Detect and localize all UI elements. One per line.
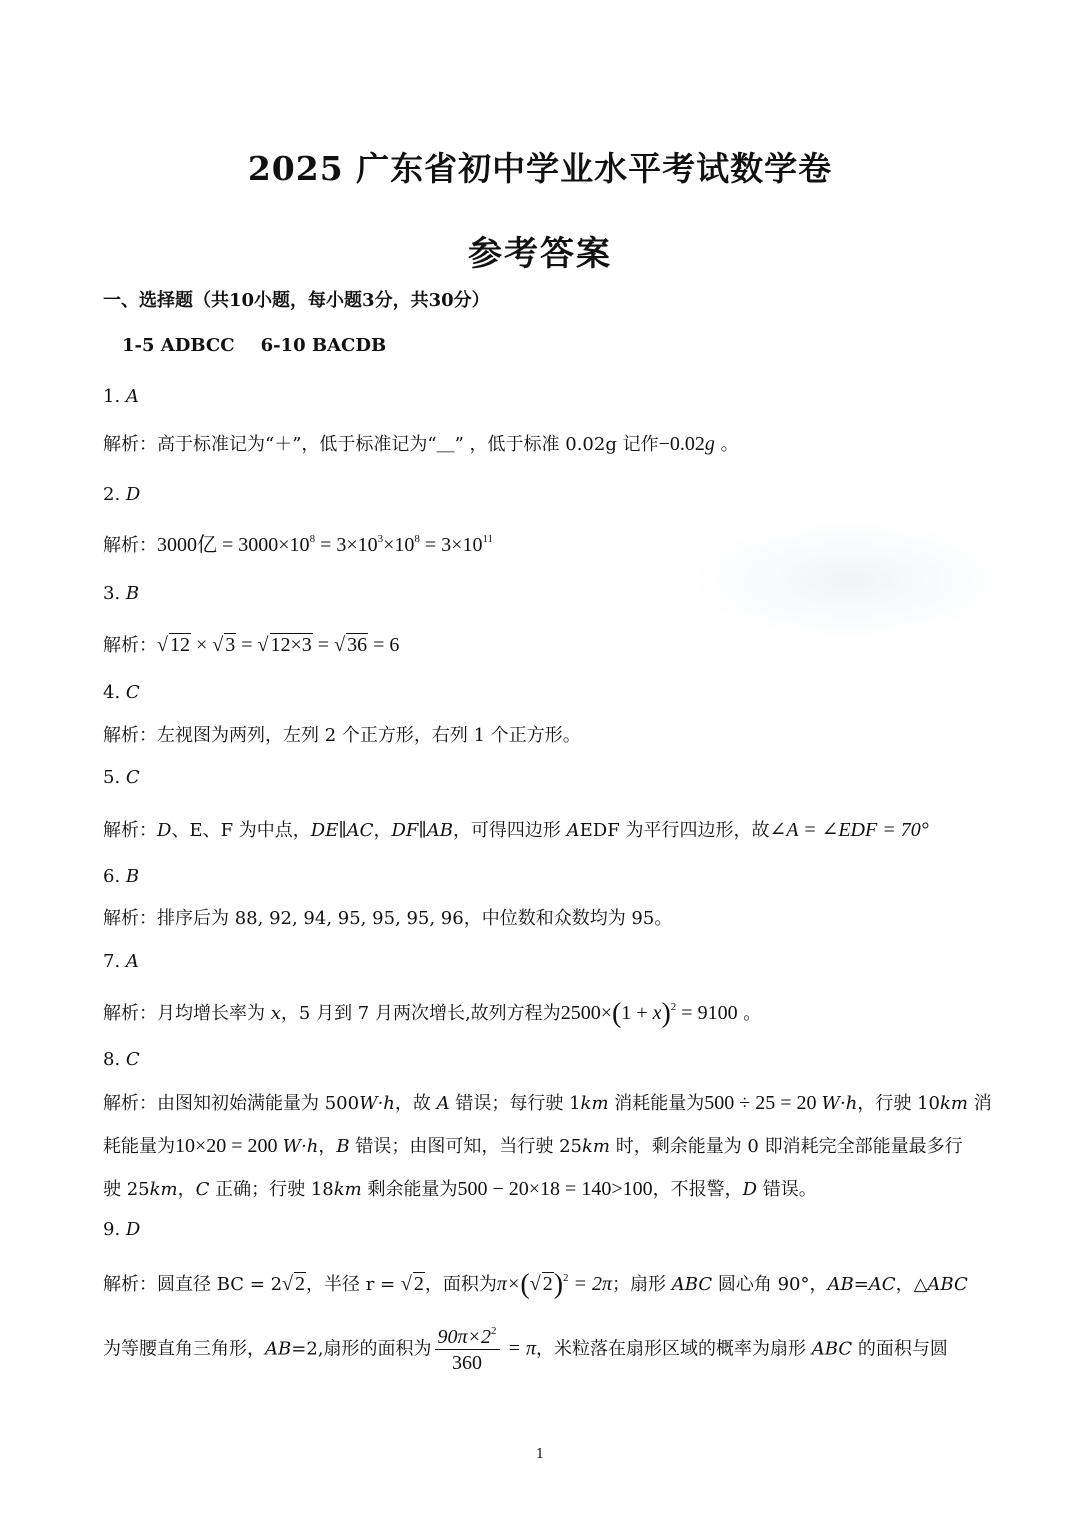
sector-area-fraction: $\frac{90\pi\times 2^2}{360}$ bbox=[435, 1326, 500, 1373]
question-8-label: 8. C bbox=[103, 1049, 140, 1070]
question-2-explanation: 解析：3000亿 = $3000\times 10^8 = 3\times 10^3\times 10^8 = 3\times 10^{11}$ bbox=[103, 533, 494, 556]
question-3-answer: B bbox=[125, 583, 140, 604]
question-6-label: 6. B bbox=[103, 866, 140, 887]
scan-smudge bbox=[690, 520, 1010, 640]
question-5-label: 5. C bbox=[103, 767, 140, 788]
question-9-answer: D bbox=[125, 1219, 141, 1240]
question-8-explanation-line-1: 解析：由图知初始满能量为 500W·h，故 A 错误；每行驶 1km 消耗能量为500 ÷ 25 = 20 W·h，行驶 10km 消 bbox=[103, 1092, 992, 1114]
question-1-explanation: 解析：高于标准记为“＋”，低于标准记为“＿” ，低于标准 0.02g 记作−0.02g 。 bbox=[103, 433, 739, 455]
question-6-answer: B bbox=[125, 866, 140, 887]
question-5-answer: C bbox=[125, 767, 140, 788]
question-9-explanation-line-1: 解析：圆直径 BC = 2√ 2，半径 r = √ 2，面积为π×(√ 2)$^2$ = 2π；扇形 ABC 圆心角 90°，AB=AC，△ABC bbox=[103, 1269, 968, 1300]
question-4-label: 4. C bbox=[103, 682, 140, 703]
question-6-explanation: 解析：排序后为 88, 92, 94, 95, 95, 95, 96，中位数和众数均为 95。 bbox=[103, 908, 673, 929]
question-2-label: 2. D bbox=[103, 484, 141, 505]
question-7-answer: A bbox=[125, 951, 139, 972]
question-3-explanation: 解析：√ 12 × √ 3 = √ 12×3 = √ 36 = 6 bbox=[103, 634, 400, 656]
question-7-label: 7. A bbox=[103, 951, 139, 972]
answer-key bbox=[122, 337, 386, 355]
question-5-explanation: 解析：D、E、F 为中点，DE∥AC，DF∥AB，可得四边形 AEDF 为平行四边形，故∠A = ∠EDF = 70° bbox=[103, 819, 929, 841]
page-subtitle: 参考答案 bbox=[468, 234, 612, 274]
question-9-explanation-line-2: 为等腰直角三角形，AB=2,扇形的面积为 $\frac{90\pi\times 2^2}{360}$ = π，米粒落在扇形区域的概率为扇形 ABC 的面积与圆 bbox=[103, 1325, 948, 1374]
page-title: 2025 广东省初中学业水平考试数学卷 bbox=[247, 149, 833, 188]
section-heading: 一、选择题（共10小题，每小题3分，共30分） bbox=[103, 290, 490, 311]
question-1-label: 1. A bbox=[103, 386, 139, 407]
question-8-explanation-line-2: 耗能量为10×20 = 200 W·h，B 错误；由图可知，当行驶 25km 时，剩余能量为 0 即消耗完全部能量最多行 bbox=[103, 1135, 963, 1157]
page-number: 1 bbox=[535, 1447, 545, 1462]
question-8-answer: C bbox=[125, 1049, 140, 1070]
question-8-explanation-line-3: 驶 25km，C 正确；行驶 18km 剩余能量为500 − 20×18 = 140>100，不报警，D 错误。 bbox=[103, 1178, 817, 1200]
question-3-label: 3. B bbox=[103, 583, 140, 604]
question-7-explanation: 解析：月均增长率为 x，5 月到 7 月两次增长,故列方程为$2500\times(1 + x)^2 = 9100$ 。 bbox=[103, 998, 762, 1029]
question-2-answer: D bbox=[125, 484, 141, 505]
question-4-explanation: 解析：左视图为两列，左列 2 个正方形，右列 1 个正方形。 bbox=[103, 725, 581, 746]
question-1-answer: A bbox=[125, 386, 139, 407]
answers-1-5: 1-5 ADBCC bbox=[122, 335, 235, 356]
question-9-label: 9. D bbox=[103, 1219, 141, 1240]
question-4-answer: C bbox=[125, 682, 140, 703]
answers-6-10: 6-10 BACDB bbox=[260, 335, 387, 356]
